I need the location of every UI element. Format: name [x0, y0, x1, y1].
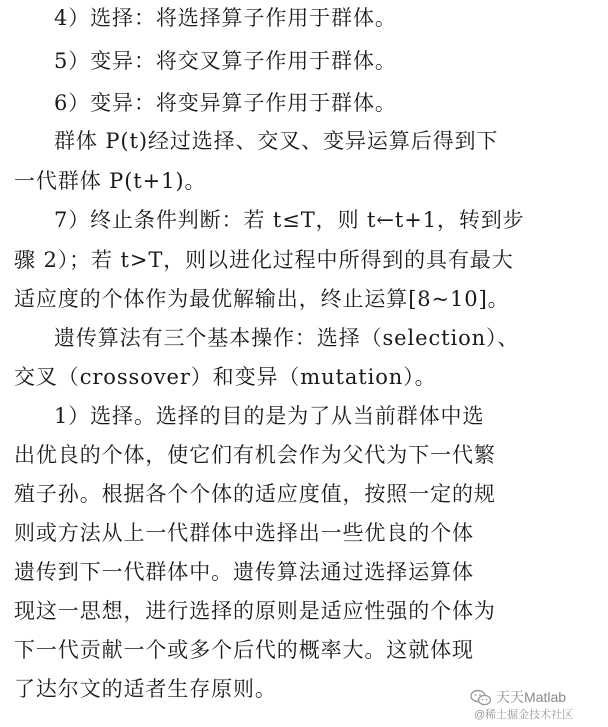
- text-line: 现这一思想，进行选择的原则是适应性强的个体为: [14, 599, 496, 623]
- text-line: 出优良的个体，使它们有机会作为父代为下一代繁: [14, 443, 496, 467]
- watermark: [468, 687, 598, 723]
- text-line: 骤 2）；若 t>T，则以进化过程中所得到的具有最大: [14, 248, 514, 272]
- watermark-title: 天天Matlab: [496, 689, 567, 705]
- text-line: 6）变异：将变异算子作用于群体。: [54, 91, 397, 115]
- text-line: 了达尔文的适者生存原则。: [14, 677, 277, 701]
- text-line: 群体 P(t)经过选择、交叉、变异运算后得到下: [54, 129, 499, 153]
- text-line: 遗传算法有三个基本操作：选择（selection）、: [54, 326, 520, 350]
- wechat-icon: [470, 689, 492, 707]
- text-line: 5）变异：将交叉算子作用于群体。: [54, 49, 397, 73]
- text-line: 下一代贡献一个或多个后代的概率大。这就体现: [14, 638, 474, 662]
- text-line: 1）选择。选择的目的是为了从当前群体中选: [54, 404, 485, 428]
- text-line: 交叉（crossover）和变异（mutation）。: [14, 365, 437, 389]
- text-line: 7）终止条件判断：若 t≤T，则 t←t+1，转到步: [54, 208, 525, 232]
- text-line: 遗传到下一代群体中。遗传算法通过选择运算体: [14, 560, 474, 584]
- text-line: 4）选择：将选择算子作用于群体。: [54, 6, 397, 30]
- text-line: 适应度的个体作为最优解输出，终止运算[8~10]。: [14, 287, 510, 311]
- text-line: 一代群体 P(t+1)。: [14, 169, 207, 193]
- text-line: 则或方法从上一代群体中选择出一些优良的个体: [14, 521, 474, 545]
- watermark-subtitle: @稀土掘金技术社区: [474, 709, 574, 721]
- text-line: 殖子孙。根据各个个体的适应度值，按照一定的规: [14, 482, 496, 506]
